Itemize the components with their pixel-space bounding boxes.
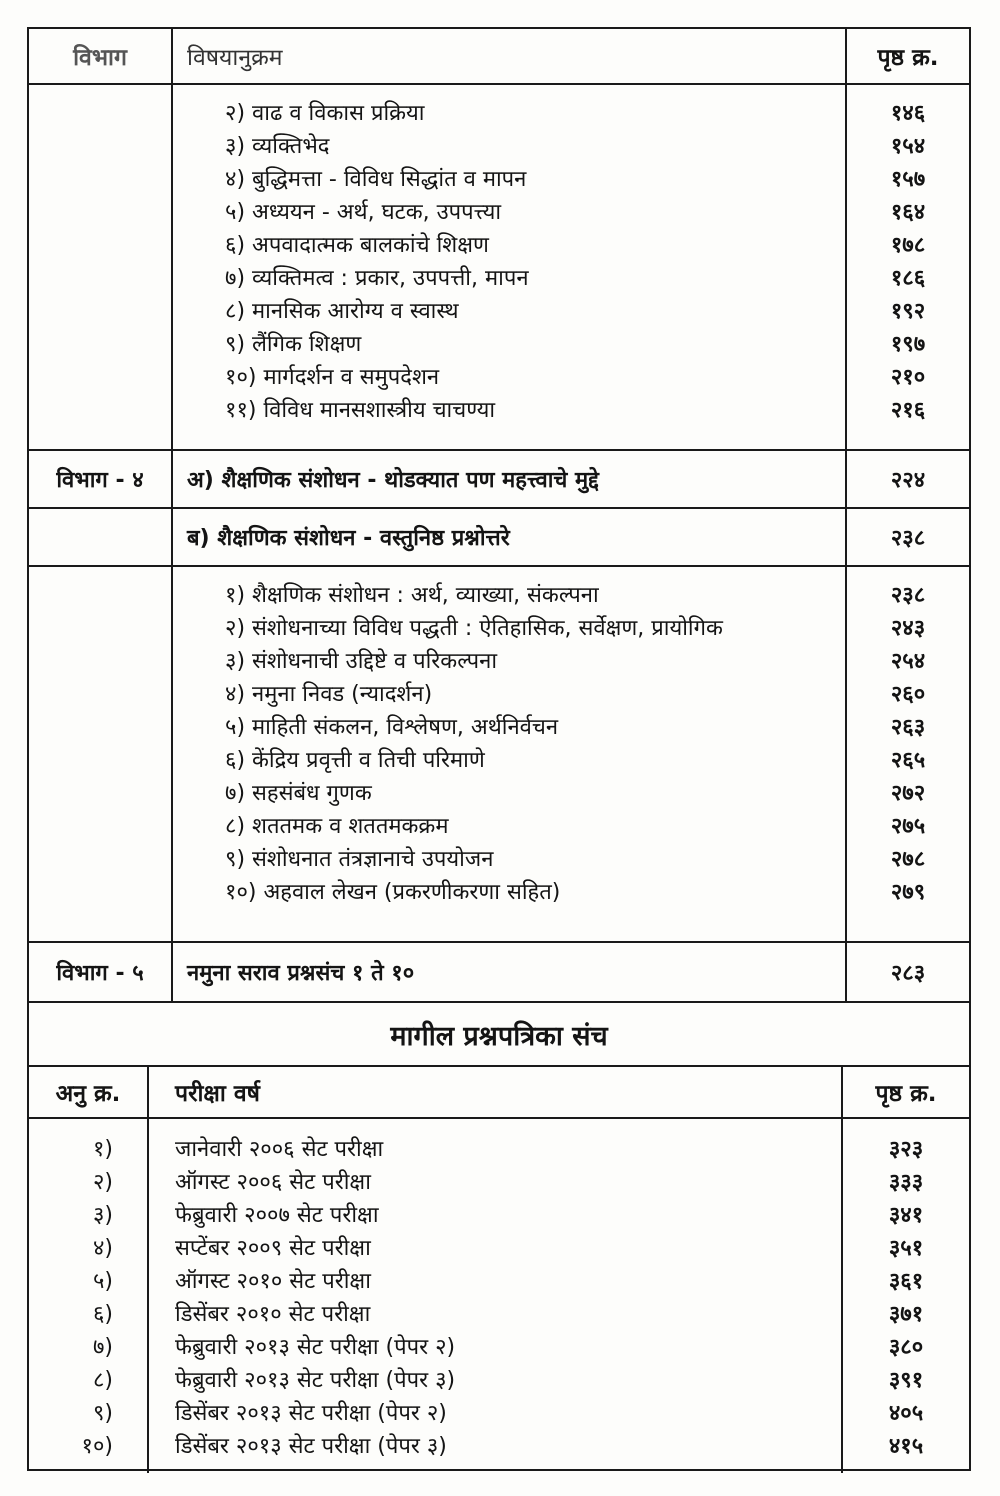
page-number: २७९ [890, 880, 926, 905]
page-number: ३५१ [888, 1236, 924, 1261]
list-item: ऑगस्ट २००६ सेट परीक्षा [175, 1170, 371, 1195]
list-item: १) शैक्षणिक संशोधन : अर्थ, व्याख्या, संकल्पना [225, 583, 599, 608]
header-past-page: पृष्ठ क्र. [875, 1081, 937, 1107]
past-papers-body [29, 1119, 969, 1473]
topic-block-1 [29, 85, 969, 451]
topic-list-2 [173, 567, 847, 941]
header-sr: अनु क्र. [29, 1067, 149, 1117]
list-item: फेब्रुवारी २००७ सेट परीक्षा [175, 1203, 379, 1228]
list-item: ३) संशोधनाची उद्दिष्टे व परिकल्पना [225, 649, 498, 674]
list-item: १०) अहवाल लेखन (प्रकरणीकरणा सहित) [225, 880, 561, 905]
list-item: जानेवारी २००६ सेट परीक्षा [175, 1137, 384, 1162]
year-list [149, 1119, 843, 1473]
page-number: ३९१ [888, 1368, 924, 1393]
past-papers-table [27, 1001, 971, 1471]
page-number: ३३३ [888, 1170, 924, 1195]
list-item: ९) संशोधनात तंत्रज्ञानाचे उपयोजन [225, 847, 494, 872]
list-item: २) [92, 1170, 113, 1195]
page-number: ४१५ [888, 1434, 924, 1459]
list-item: ६) अपवादात्मक बालकांचे शिक्षण [225, 233, 489, 258]
past-papers-title: मागील प्रश्नपत्रिका संच [29, 1003, 969, 1067]
list-item: ११) विविध मानसशास्त्रीय चाचण्या [225, 398, 496, 423]
list-item: ८) [92, 1368, 113, 1393]
page-list-2 [847, 567, 969, 941]
page-number: २५४ [890, 649, 926, 674]
past-papers-header-row [29, 1067, 969, 1119]
page-number: १८६ [890, 266, 926, 291]
page-number: १७८ [890, 233, 926, 258]
page-number: ३२३ [888, 1137, 924, 1162]
page-number: ३७१ [888, 1302, 924, 1327]
list-item: ७) [92, 1335, 113, 1360]
list-item: ८) शततमक व शततमकक्रम [225, 814, 449, 839]
page-number: १९७ [890, 332, 926, 357]
section-4-title: अ) शैक्षणिक संशोधन - थोडक्यात पण महत्त्वाचे मुद्दे [173, 451, 847, 507]
section-4b-title: ब) शैक्षणिक संशोधन - वस्तुनिष्ठ प्रश्नोत्तरे [173, 509, 847, 565]
page-number: ३६१ [888, 1269, 924, 1294]
page-number: २३८ [890, 583, 926, 608]
section-4-row [29, 451, 969, 509]
topic-list-1 [173, 85, 847, 449]
list-item: १०) मार्गदर्शन व समुपदेशन [225, 365, 440, 390]
list-item: ७) सहसंबंध गुणक [225, 781, 372, 806]
list-item: ३) व्यक्तिभेद [225, 134, 330, 159]
header-page: पृष्ठ क्र. [877, 45, 939, 71]
section-5-page: २८३ [890, 961, 926, 986]
topic-block-2 [29, 567, 969, 943]
list-item: ४) नमुना निवड (न्यादर्शन) [225, 682, 433, 707]
section-5-title: नमुना सराव प्रश्नसंच १ ते १० [173, 943, 847, 1001]
section-4b-row [29, 509, 969, 567]
list-item: ४) बुद्धिमत्ता - विविध सिद्धांत व मापन [225, 167, 527, 192]
header-topics: विषयानुक्रम [173, 29, 847, 83]
page-list-1 [847, 85, 969, 449]
list-item: ८) मानसिक आरोग्य व स्वास्थ [225, 299, 459, 324]
page-number: २६५ [890, 748, 926, 773]
page-number: २६३ [890, 715, 926, 740]
page-number: १४६ [890, 101, 926, 126]
list-item: डिसेंबर २०१३ सेट परीक्षा (पेपर ३) [175, 1434, 447, 1459]
section-4-page: २२४ [890, 468, 926, 493]
page-number: २७५ [890, 814, 926, 839]
list-item: ६) [92, 1302, 113, 1327]
sr-list [29, 1119, 149, 1473]
list-item: फेब्रुवारी २०१३ सेट परीक्षा (पेपर ३) [175, 1368, 456, 1393]
contents-header-row [29, 29, 969, 85]
list-item: ३) [92, 1203, 113, 1228]
list-item: ६) केंद्रिय प्रवृत्ती व तिची परिमाणे [225, 748, 485, 773]
page-number: २१६ [890, 398, 926, 423]
page-number: २४३ [890, 616, 926, 641]
page-number: २६० [890, 682, 926, 707]
list-item: ९) लैंगिक शिक्षण [225, 332, 362, 357]
page-number: २७८ [890, 847, 926, 872]
page-number: २१० [890, 365, 926, 390]
page-number: १५७ [890, 167, 926, 192]
section-5-label: विभाग - ५ [29, 943, 173, 1001]
list-item: १०) [81, 1434, 113, 1459]
list-item: डिसेंबर २०१० सेट परीक्षा [175, 1302, 371, 1327]
list-item: ५) माहिती संकलन, विश्लेषण, अर्थनिर्वचन [225, 715, 559, 740]
past-page-list [843, 1119, 969, 1473]
list-item: ऑगस्ट २०१० सेट परीक्षा [175, 1269, 371, 1294]
page-number: ४०५ [888, 1401, 924, 1426]
list-item: ५) [92, 1269, 113, 1294]
contents-table [27, 27, 971, 1003]
list-item: फेब्रुवारी २०१३ सेट परीक्षा (पेपर २) [175, 1335, 456, 1360]
list-item: २) वाढ व विकास प्रक्रिया [225, 101, 425, 126]
page-number: ३८० [888, 1335, 924, 1360]
page-number: ३४१ [888, 1203, 924, 1228]
list-item: १) [92, 1137, 113, 1162]
page-number: २७२ [890, 781, 926, 806]
page-number: १५४ [890, 134, 926, 159]
page-number: १९२ [890, 299, 926, 324]
list-item: २) संशोधनाच्या विविध पद्धती : ऐतिहासिक, सर्वेक्षण, प्रायोगिक [225, 616, 723, 641]
header-vibhag: विभाग [29, 29, 173, 83]
list-item: सप्टेंबर २००९ सेट परीक्षा [175, 1236, 371, 1261]
list-item: ९) [92, 1401, 113, 1426]
section-5-row [29, 943, 969, 1001]
list-item: ४) [92, 1236, 113, 1261]
list-item: डिसेंबर २०१३ सेट परीक्षा (पेपर २) [175, 1401, 447, 1426]
section-4b-page: २३८ [890, 526, 926, 551]
header-year: परीक्षा वर्ष [149, 1067, 843, 1117]
section-4-label: विभाग - ४ [29, 451, 173, 507]
page-number: १६४ [890, 200, 926, 225]
list-item: ७) व्यक्तिमत्व : प्रकार, उपपत्ती, मापन [225, 266, 529, 291]
list-item: ५) अध्ययन - अर्थ, घटक, उपपत्त्या [225, 200, 502, 225]
